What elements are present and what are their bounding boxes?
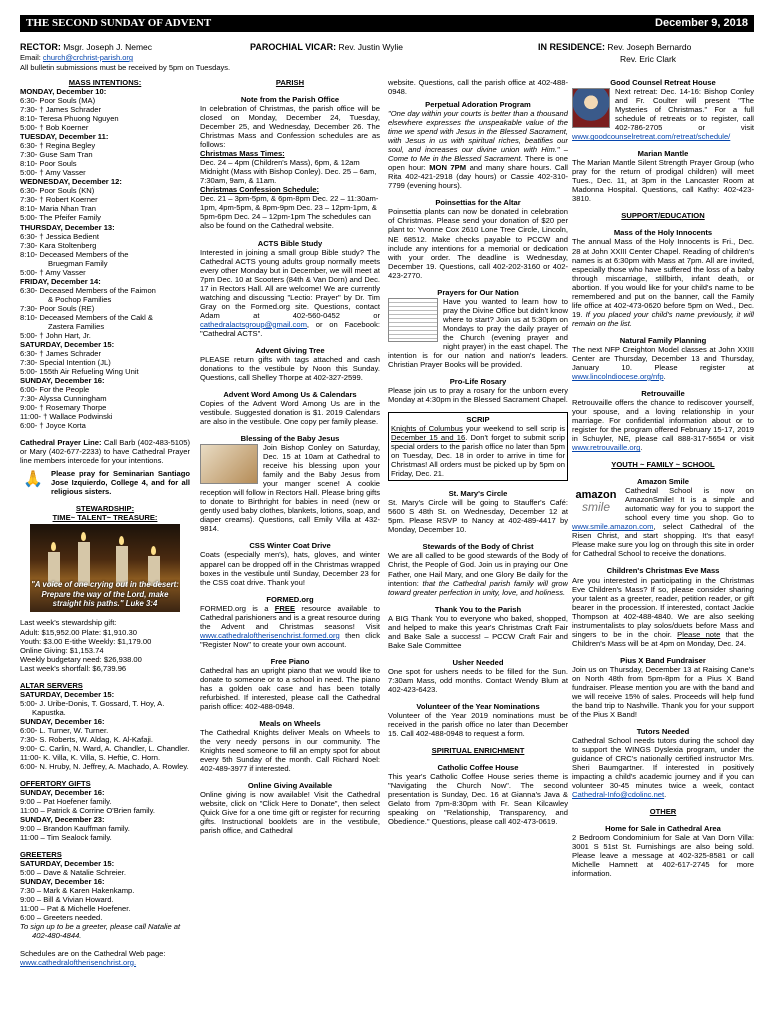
volunteer-title: Volunteer of the Year Nominations: [416, 701, 540, 711]
mass_lines-line: 6:30- † Regina Begley: [20, 141, 96, 151]
stewardship-title: STEWARDSHIP:: [75, 504, 135, 514]
stewardship-figures: [20, 618, 190, 672]
baby-jesus-text: Join Bishop Conley on Saturday, Dec. 15 at 10am at Cathedral to receive his blessing upon your family and the Baby Jesus from your manger scene! A cookie reception will follow in Rectors Hall. Please bring gifts to donate to Birthright for babies in need (new or gently used baby clothes, blankets, lotions, soap, and diaper creams). Questions, call Emily Villa at 432-9814.: [200, 443, 380, 534]
greeters_lines-line: 5:00 – Dave & Natalie Schreier.: [20, 868, 126, 878]
prayer-line-text: Call Barb (402-483-5105) or Mary (402-677-2233) to have Cathedral Prayer line members intercede for your intentions.: [20, 438, 190, 466]
mass_lines-line: 5:00- The Pfeifer Family: [20, 213, 101, 223]
mass_lines-line: 11:00- † Wallace Podwinski: [20, 412, 113, 422]
mass_lines-line: 7:30- Poor Souls (RE): [20, 303, 95, 313]
coat-drive-title: CSS Winter Coat Drive: [249, 541, 331, 551]
mass-times-text: Dec. 24 – 4pm (Children's Mass), 6pm, & 12am Midnight (Mass with Bishop Conley). Dec. 25 – 6am, 7:30am, 9am, & 11am.: [200, 158, 377, 186]
mass_lines-line: 8:10- Deceased Members of the: [20, 249, 129, 259]
acts-email-link[interactable]: cathedralactsgroup@gmail.com: [200, 319, 307, 329]
mass_lines-line: Zastera Families: [48, 321, 105, 331]
mass_lines-line: MONDAY, December 10:: [20, 87, 107, 97]
mass_lines-line: 5:00- † John Hart, Jr.: [20, 330, 91, 340]
greeters_lines-line: 6:00 – Greeters needed.: [20, 913, 103, 923]
mass_lines-line: 6:00- For the People: [20, 385, 90, 395]
greeters_lines-line: SUNDAY, December 16:: [20, 877, 105, 887]
thank-you-title: Thank You to the Parish: [434, 604, 522, 614]
prayer-line-label: Cathedral Prayer Line:: [20, 438, 102, 448]
confession-title: Christmas Confession Schedule:: [200, 185, 319, 195]
scrip-title: SCRIP: [466, 415, 490, 425]
residence-name-2: Rev. Eric Clark: [620, 54, 677, 64]
online-giving-cont: website. Questions, call the parish office at 402-488-0948.: [388, 78, 568, 97]
youth-family-school-title: YOUTH ~ FAMILY ~ SCHOOL: [611, 460, 715, 470]
mass_lines-line: WEDNESDAY, December 12:: [20, 177, 122, 187]
note-text: In celebration of Christmas, the parish office will be closed on Monday, December 24, Tuesday, December 25, and Wednesday, December 26. The Christmas Mass and Confession schedules are as follows:: [200, 104, 380, 150]
piusx-title: Pius X Band Fundraiser: [620, 655, 706, 665]
home-sale-text: 2 Bedroom Condominium for Sale at Van Dorn Villa: 3001 S 51st St. Furnishings are also being sold. Please leave a message at 402-325-8581 or call Michelle Hamnett at 402-617-2745 for more information.: [572, 833, 754, 879]
giving-tree-title: Advent Giving Tree: [255, 345, 325, 355]
retrouvaille-text: Retrouvaille offers the chance to rediscover yourself, your spouse, and a loving relationship in your marriage. For confidential information about or to register for the program offered February 15-17, 2019 in Schuyler, NE, please call 888-317-5654 or visit www.retrouvaille.org.: [572, 397, 754, 453]
retrouvaille-title: Retrouvaille: [641, 388, 685, 398]
residence-label: IN RESIDENCE:: [538, 42, 606, 52]
word-among-us-text: Copies of the Advent Word Among Us are in the vestibule. Suggested donation is $1. 2019 Calendars are also in the vestibule. One copy per family please.: [200, 399, 380, 427]
mass_lines-line: SATURDAY, December 15:: [20, 339, 115, 349]
cathedral-prayer-line: [20, 438, 190, 465]
altar_lines-line: 7:30- S. Roberts, W. Aldag, K. Al-Kafaji.: [20, 734, 153, 744]
nativity-image: [200, 444, 258, 484]
meals-text: The Cathedral Knights deliver Meals on Wheels to the very needy persons in our community. The Knights need someone to fill an empty spot for about every 5th Sunday of the month. Call Richard Noel: 402-489-3977 if interested.: [200, 728, 380, 774]
mass_lines-line: 7:30- Guse Sam Tran: [20, 150, 93, 160]
mass_lines-line: 6:30- Poor Souls (MA): [20, 96, 96, 106]
mass_lines-line: 7:30- Kara Stoltenberg: [20, 240, 97, 250]
mass_lines-line: 6:30- Poor Souls (KN): [20, 186, 95, 196]
amazon-smile-title: Amazon Smile: [637, 477, 689, 487]
note-title: Note from the Parish Office: [240, 95, 340, 105]
baby-jesus-block: [200, 443, 380, 533]
title-banner: [20, 15, 754, 32]
mass_lines-line: 6:30- † Jessica Bedient: [20, 231, 99, 241]
mass_lines-line: 7:30- † James Schrader: [20, 105, 102, 115]
altar_lines-line: 6:00- N. Hruby, N. Jeffrey, A. Machado, A. Rowley.: [20, 761, 189, 771]
piusx-text: Join us on Thursday, December 13 at Raising Cane's on North 48th from 5pm-8pm for a Pius X Band fundraiser. Please mention you are with the band and we will receive 15% of sales. Proceeds will help fund the band trip to Nashville. Thank you for your support of the Pius X Band!: [572, 664, 754, 719]
greeters-title: GREETERS: [20, 850, 62, 860]
deadline-note: All bulletin submissions must be received by 5pm on Tuesdays.: [20, 63, 231, 72]
clergy-header: [20, 42, 754, 73]
nfp-link[interactable]: www.lincolndiocese.org/nfp: [572, 371, 664, 381]
email-label: Email:: [20, 53, 43, 62]
stew_lines-line: Adult: $15,952.00 Plate: $1,910.30: [20, 627, 137, 637]
altar_lines-line: 9:00- C. Carlin, N. Ward, A. Chandler, L. Chandler.: [20, 743, 190, 753]
support-education-title: SUPPORT/EDUCATION: [621, 211, 705, 221]
marys-circle-text: St. Mary's Circle will be going to Stauffer's Café: 5600 S 48th St. on Wednesday, December 12 at 5pm. Please RSVP to Nancy at 402-489-4417 by Monday, December 10.: [388, 498, 568, 535]
mass_lines-line: 5:00- 155th Air Refueling Wing Unit: [20, 367, 139, 376]
adoration-title: Perpetual Adoration Program: [425, 100, 531, 110]
greeters_lines-line: SATURDAY, December 15:: [20, 859, 115, 869]
tutors-text: Cathedral School needs tutors during the school day to support the WINGS Dyslexia program, under the guidance of CRC's nationally certified instructor Mrs. Sheri Baumgartner. If interested in positively impacting a child's academic journey and if you can volunteer 30-45 minutes twice a week, contact Cathedral-Info@cdolinc.net.: [572, 736, 754, 800]
online-giving-title: Online Giving Available: [247, 781, 333, 791]
home-sale-title: Home for Sale in Cathedral Area: [605, 824, 721, 834]
prolife-title: Pro-Life Rosary: [449, 376, 507, 386]
coat-drive-text: Coats (especially men's), hats, gloves, and winter apparel can be dropped off in the Christmas wrapped boxes in the vestibule until Sunday, December 23 for the CSS coat drive. Thank you!: [200, 550, 380, 587]
mass_lines-line: 7:30- † Robert Koerner: [20, 195, 98, 205]
greeters_lines-line: 9:00 – Bill & Vivian Howard.: [20, 895, 114, 905]
retreat-link[interactable]: www.goodcounselretreat.com/retreat/schedule/: [572, 132, 731, 142]
cathedral-website-link[interactable]: www.cathedraloftherisenchrist.org.: [20, 957, 137, 967]
mass_lines-line: & Pochop Families: [48, 294, 112, 304]
marys-circle-title: St. Mary's Circle: [448, 489, 508, 499]
formed-link[interactable]: www.cathedraloftherisenchrist.formed.org: [200, 630, 340, 640]
offertory_lines-line: SUNDAY, December 16:: [20, 788, 105, 797]
mass-intentions-title: MASS INTENTIONS:: [68, 78, 142, 87]
mass_lines-line: 9:00- † Rosemary Thorpe: [20, 403, 107, 413]
prayers-nation-text: Have you wanted to learn how to pray the Divine Office but didn't know where to start? Join us at 5:30pm on Mondays to pray the daily prayer of the Church (evening prayer and night prayer) in the east chapel. The intention is for our nation and nation's leaders. Christian Prayer Books will be provided.: [388, 296, 568, 369]
altar_lines-line: SUNDAY, December 16:: [20, 716, 105, 726]
column-3: [388, 78, 568, 1018]
offertory_lines-line: 9:00 – Pat Hoefener family.: [20, 797, 112, 807]
mass_lines-line: 6:00- † Joyce Korta: [20, 421, 86, 431]
tutors-title: Tutors Needed: [636, 726, 690, 736]
piano-title: Free Piano: [270, 656, 310, 666]
schedules-text: Schedules are on the Cathedral Web page:: [20, 948, 166, 958]
amazon-smile-logo: amazon smile: [572, 487, 620, 521]
usher-text: One spot for ushers needs to be filled for the Sun. 7:30am Mass, odd months. Contact Wendy Blum at 402-423-6423.: [388, 666, 568, 694]
mass-times-title: Christmas Mass Times:: [200, 149, 285, 159]
mass-intentions-list: [20, 87, 190, 430]
coffee-house-title: Catholic Coffee House: [437, 763, 519, 773]
mass_lines-line: Bruegman Family: [48, 258, 108, 268]
prayer-book-image: [388, 298, 438, 342]
stew_lines-line: Online Giving: $1,153.74: [20, 645, 104, 655]
altar-servers-list: [20, 690, 190, 771]
column-4: [572, 78, 754, 1018]
formed-title: FORMED.org: [266, 594, 314, 604]
acts-title: ACTS Bible Study: [257, 238, 323, 248]
acts-text: Interested in joining a small group Bible study? The Cathedral ACTS young adults group normally meets every other Monday but in December, we will meet at 7pm Dec. 10 at Scooters (84th & Van Dorn) and Dec. 17 in Rectors Hall. All are welcome! We are currently watching and discussing "Lectio: Prayer" by Dr. Tim Gray on the Formed.org site. Questions, contact Adam at 402-560-0452 or cathedralactsgroup@gmail.com, or on Facebook: "Cathedral ACTS".: [200, 247, 380, 338]
parish-title: PARISH: [275, 78, 305, 87]
stew_lines-line: Last week's shortfall: $6,739.96: [20, 663, 127, 673]
madonna-image: [572, 88, 610, 128]
greeters_lines-line: 7:30 – Mark & Karen Hakenkamp.: [20, 886, 135, 896]
seminarian-text: Please pray for Seminarian Santiago Jose Izquierdo, College 4, and for all religious sisters.: [51, 469, 190, 497]
mass_lines-line: 5:00- † Amy Vasser: [20, 267, 86, 277]
mass_lines-line: 8:10- Deceased Members of the Cakl &: [20, 312, 153, 322]
online-giving-text: Online giving is now available! Visit the Cathedral website, click on "Click Here to Donate", then select Quick Give for a one time gift or register for recurring gifts. Instructional booklets are in the vestibule, parish office, and Cathedral: [200, 790, 380, 836]
innocents-title: Mass of the Holy Innocents: [613, 228, 713, 238]
mass_lines-line: 5:00- † Amy Vasser: [20, 168, 86, 178]
mass_lines-line: FRIDAY, December 14:: [20, 276, 101, 286]
retreat-block: [572, 87, 754, 141]
schedules-note: [20, 949, 190, 967]
prayers-nation-block: [388, 297, 568, 369]
offertory-list: [20, 788, 190, 842]
altar_lines-line: 6:00- L. Turner, W. Turner.: [20, 725, 109, 735]
rector-label: RECTOR:: [20, 42, 61, 52]
greeters_lines-line: 11:00 – Pat & Michelle Hoefener.: [20, 904, 131, 914]
childrens-mass-title: Children's Christmas Eve Mass: [606, 566, 720, 576]
baby-jesus-title: Blessing of the Baby Jesus: [240, 434, 340, 444]
stewards-text: We are all called to be good stewards of the Body of Christ, the People of God. Join us in praying our One Father, one Hail Mary, and one Glory Be daily for the intention: that the Cathedral parish family will grow toward greater perfection in unity, love, and holiness.: [388, 551, 568, 597]
nfp-text: The next NFP Creighton Model classes at John XXIII Center are Thursday, December 13 and Thursday, January 10. Please register at www.lincolndiocese.org/nfp.: [572, 344, 754, 381]
tutors-email-link[interactable]: Cathedral-Info@cdolinc.net: [572, 790, 665, 800]
amazon-block: [572, 486, 754, 558]
vicar-name: Rev. Justin Wylie: [338, 42, 404, 52]
other-title: OTHER: [649, 807, 677, 817]
offertory_lines-line: 11:00 – Patrick & Corrine O'Brien family.: [20, 806, 155, 816]
word-among-us-title: Advent Word Among Us & Calendars: [223, 389, 357, 399]
giving-tree-text: PLEASE return gifts with tags attached and cash donations to the vestibule by Noon this Sunday. Questions, call Shelley Thorpe at 402-327-2599.: [200, 354, 380, 382]
stewards-title: Stewards of the Body of Christ: [422, 542, 534, 552]
stewardship-subtitle: TIME~ TALENT~ TREASURE:: [52, 513, 158, 523]
vicar-label: PAROCHIAL VICAR:: [250, 42, 337, 52]
stew_lines-line: Last week's stewardship gift:: [20, 618, 117, 628]
mass_lines-line: 6:30- † James Schrader: [20, 348, 102, 358]
greeters-list: [20, 859, 190, 940]
email-link[interactable]: church@crchrist-parish.org: [42, 53, 134, 62]
mass_lines-line: TUESDAY, December 11:: [20, 132, 109, 142]
mass_lines-line: 8:10- Teresa Phuong Nguyen: [20, 114, 119, 124]
column-2: [200, 78, 380, 1018]
poinsettia-title: Poinsettias for the Altar: [435, 198, 521, 208]
mass_lines-line: 5:00- † Bob Koerner: [20, 123, 89, 133]
mass_lines-line: 8:10- Maria Nhan Tran: [20, 204, 96, 214]
residence-name-1: Rev. Joseph Bernardo: [607, 42, 692, 52]
marian-mantle-text: The Marian Mantle Silent Strength Prayer Group (who pray for the return of prodigal children) will meet Tues., Dec. 11, at 3pm in the Lancaster Room at Madonna Hospital. Questions, call Kathy: 402-423-3810.: [572, 158, 754, 204]
marian-mantle-title: Marian Mantle: [637, 149, 689, 159]
confession-text: Dec. 21 – 3pm-5pm, & 6pm-8pm Dec. 22 – 11:30am-1pm, 4pm-5pm, & 8pm-9pm Dec. 23 – 12pm-1pm, & 5pm-6pm Dec. 24 – 12pm-1pm The schedules can also be found on the Cathedral website.: [200, 194, 379, 231]
retreat-text: Next retreat: Dec. 14-16: Bishop Conley and Fr. Coulter will present "The Mysteries of Christmas." For a full schedule of retreats or to register, call 402-786-2705 or visit www.goodcounselretreat.com/retreat/schedule/: [572, 87, 754, 142]
retreat-title: Good Counsel Retreat House: [610, 78, 716, 87]
prayers-nation-title: Prayers for Our Nation: [437, 287, 519, 297]
mass_lines-line: SUNDAY, December 16:: [20, 376, 105, 386]
volunteer-text: Volunteer of the Year 2019 nominations must be received in the parish office no later than December 15. Call 402-488-0948 to request a form.: [388, 710, 568, 738]
mass_lines-line: 7:30- Special Intention (JL): [20, 357, 111, 367]
amazon-smile-link[interactable]: www.smile.amazon.com: [572, 522, 654, 532]
nfp-title: Natural Family Planning: [619, 335, 707, 345]
offertory-title: OFFERTORY GIFTS: [20, 778, 91, 788]
offertory_lines-line: 9:00 – Brandon Kauffman family.: [20, 824, 130, 834]
mass_lines-line: 6:30- Deceased Members of the Faimon: [20, 285, 156, 295]
prolife-text: Please join us to pray a rosary for the unborn every Monday at 4:30pm in the Blessed Sacrament Chapel.: [388, 385, 568, 404]
rector-name: Msgr. Joseph J. Nemec: [63, 42, 153, 52]
poinsettia-text: Poinsettia plants can now be donated in celebration of Christmas. Please send your donation of $20 per plant to: Yvonne Cox 2610 Lone Tree Circle, Lincoln, NE 68512. Make checks payable to PCCW and include any intentions for a memorial or dedication with your order. The deadline is Wednesday, December 19. Questions, call 402-202-3160 or 402-423-2770.: [388, 207, 568, 280]
scrip-text: Knights of Columbus your weekend to sell scrip is December 15 and 16. Don't forget to submit scrip special orders to the parish office no later than 5pm on Tuesday, Dec. 18 in order to arrive in time for Christmas! All orders must be picked up by 5pm on Friday, Dec. 21.: [391, 424, 565, 479]
seminarian-note: [20, 469, 190, 496]
thank-you-text: A BIG Thank You to everyone who baked, shopped, and helped to make this year's Christmas Craft Fair and Bake Sale a success! – PCCW Craft Fair and Bake Sale Committee: [388, 613, 568, 650]
retrouvaille-link[interactable]: www.retrouvaille.org: [572, 443, 641, 453]
formed-text: FORMED.org is a FREE resource available to Cathedral parishioners and is a great resource during the Advent and Christmas seasons! Visit www.cathedraloftherisenchrist.formed.org then click "Register Now" to create your own account.: [200, 603, 380, 649]
greeters_lines-line: To sign up to be a greeter, please call Natalie at 402-480-4844.: [20, 922, 181, 941]
column-1: [20, 78, 190, 1018]
altar_lines-line: 5:00- J. Uribe-Donis, T. Gossard, T. Hoy, A. Kapustka.: [20, 698, 165, 717]
altar-servers-title: ALTAR SERVERS: [20, 680, 83, 690]
mass_lines-line: 7:30- Alyssa Cunningham: [20, 394, 107, 404]
spiritual-enrichment-title: SPIRITUAL ENRICHMENT: [431, 746, 525, 755]
bulletin-title: THE SECOND SUNDAY OF ADVENT: [26, 16, 212, 29]
offertory_lines-line: 11:00 – Tim Sealock family.: [20, 833, 112, 843]
altar_lines-line: SATURDAY, December 15:: [20, 689, 115, 699]
mass_lines-line: THURSDAY, December 13:: [20, 222, 115, 232]
advent-candles-photo: [30, 524, 180, 612]
praying-hands-icon: 🙏: [23, 471, 43, 489]
bulletin-date: December 9, 2018: [655, 16, 748, 29]
altar_lines-line: 11:00- K. Villa, K. Villa, S. Heftie, C. Horn.: [20, 752, 161, 762]
amazon-smile-text: Cathedral School is now on AmazonSmile! It is a simple and automatic way for you to support the school every time you shop. Go to www.smile.amazon.com, select Cathedral of the Risen Christ, and start shopping. It's that easy! Please make sure you log on through this site in order for Cathedral School to receive the donations.: [572, 486, 754, 559]
mass_lines-line: 8:10- Poor Souls: [20, 159, 77, 169]
offertory_lines-line: SUNDAY, December 23:: [20, 815, 105, 825]
meals-title: Meals on Wheels: [259, 718, 321, 728]
usher-title: Usher Needed: [452, 657, 504, 667]
childrens-mass-text: Are you interested in participating in the Christmas Eve Children's Mass? If so, please consider sharing your talent as a greeter, reader, petition reader, or gift bearer in the procession. If interested, contact Jackie Thompson at 402-488-4840. We are also seeking instrumentalists to play solos/duets before Mass and singers to be in the choir. Please note that the Children's Mass will be at 4pm on Monday, Dec. 24.: [572, 575, 754, 648]
scrip-box: [388, 412, 568, 481]
innocents-text: The annual Mass of the Holy Innocents is Fri., Dec. 28 at John XXIII Center Chapel. Reading of children's names is at 6:30pm with Mass at 7pm. All are invited, especially those who have suffered the loss of a baby through miscarriage, stillbirth, infant death, or abortion. If you would like for your child's name to be remembered and put on the banner, call the Family life office at 402-473-0620 before 5pm on Wed., Dec. 19. If you placed your child's name previously, it will remain on the list.: [572, 237, 754, 328]
coffee-house-text: This year's Catholic Coffee House series theme is "Navigating the Church Now". The second presentation is Sunday, Dec. 16 at Gianna's Java & Gelato from 7pm-8:30pm with Fr. Sean Kilcawley speaking on "Relationship, Transparency, and Obedience." Questions, please call 402-473-0619.: [388, 772, 568, 827]
stew_lines-line: Weekly budgetary need: $26,938.00: [20, 654, 142, 664]
photo-caption: "A voice of one crying out in the desert: Prepare the way of the Lord, make straight his paths." Luke 3:4: [31, 580, 179, 609]
piano-text: Cathedral has an upright piano that we would like to donate to someone or to a school in need. The piano has a golden oak case and has been totally refurbished. If interested, please call the Cathedral parish office: 402-488-0948.: [200, 665, 380, 711]
stew_lines-line: Youth: $3.00 E-tithe Weekly: $1,179.00: [20, 636, 152, 646]
adoration-text: "One day within your courts is better than a thousand elsewhere expresses the unspeakable value of the time we spend with Jesus in the Blessed Sacrament, with Jesus in us with spiritual riches, beatifies our soul, and increases our divine union with Him." – Come to Me in the Blessed Sacrament. There is one open hour: MON 7PM and many share hours. Call Rita 402-421-2918 (day hours) or Cassie 402-310-7799 (evening hours).: [388, 109, 568, 191]
